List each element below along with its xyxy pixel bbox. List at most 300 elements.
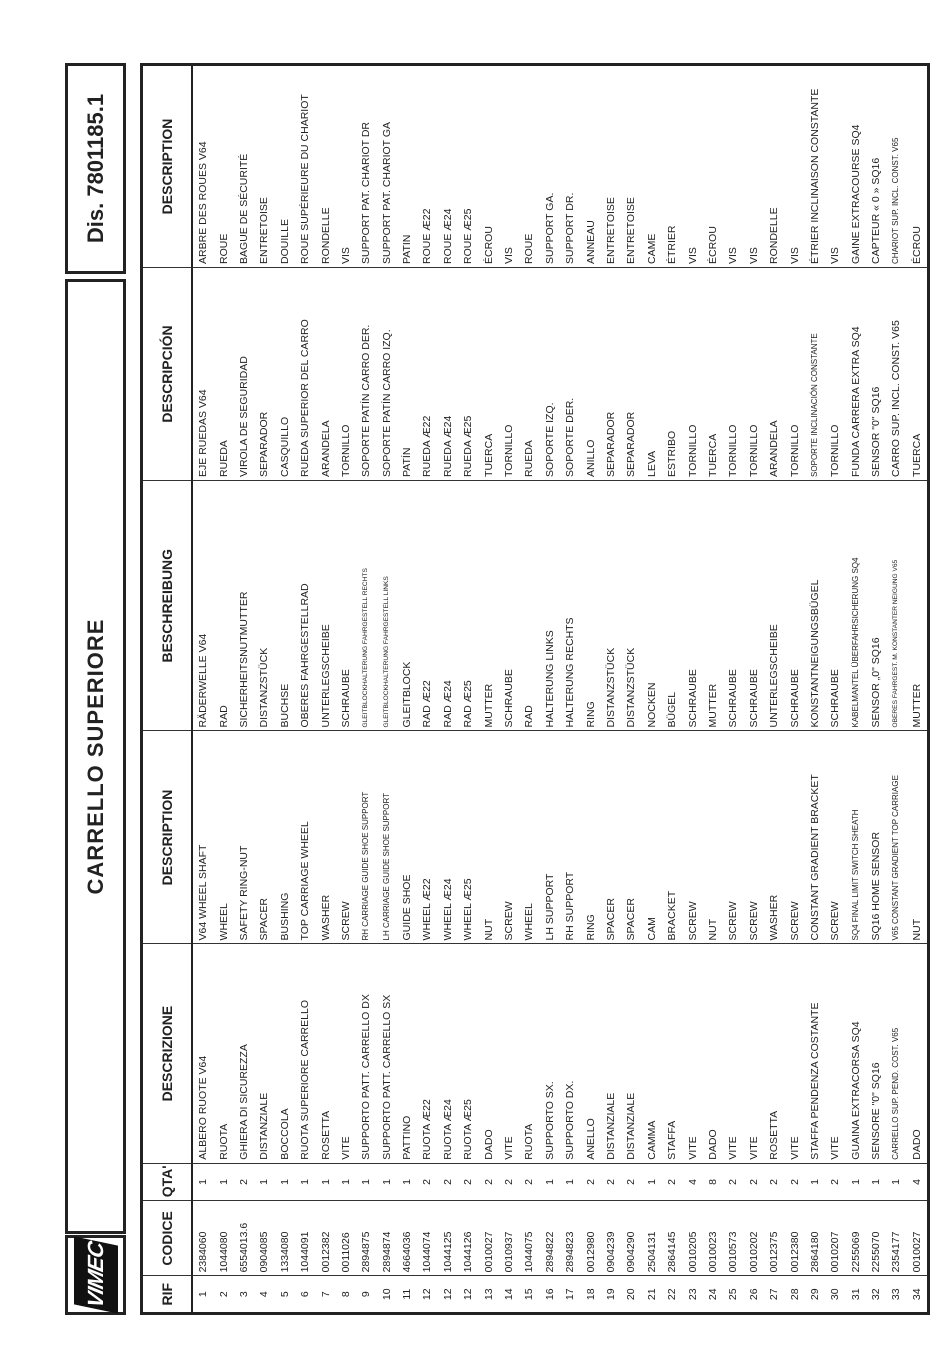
cell-descripcion: ARANDELA [764,267,784,480]
cell-descripcion: SOPORTE PATÍN CARRO IZQ. [377,267,397,480]
cell-description-en: SCREW [682,731,702,944]
cell-description-en: RH SUPPORT [560,731,580,944]
cell-descripcion: PATÍN [397,267,417,480]
cell-rif: 16 [540,1276,560,1314]
cell-qta: 1 [377,1163,397,1201]
cell-qta: 2 [764,1163,784,1201]
cell-descripcion: CASQUILLO [275,267,295,480]
cell-description-en: SCREW [336,731,356,944]
table-row [825,65,845,1314]
table-row [540,65,560,1314]
cell-codice: 2894875 [356,1201,376,1276]
cell-rif: 32 [866,1276,886,1314]
cell-descrizione: CARRELLO SUP. PEND. COST. V65 [886,944,906,1163]
col-header-description-fr: DESCRIPTION [142,65,193,268]
cell-description-en: SPACER [621,731,641,944]
cell-description-en: WHEEL Æ22 [417,731,437,944]
cell-descrizione: VITE [825,944,845,1163]
cell-descrizione: SUPPORTO SX. [540,944,560,1163]
cell-descrizione: DISTANZIALE [601,944,621,1163]
page-title: CARRELLO SUPERIORE [65,279,126,1234]
cell-description-en: CONSTANT GRADIENT BRACKET [805,731,825,944]
cell-codice: 0904290 [621,1201,641,1276]
table-header-row [142,65,193,1314]
cell-descrizione: VITE [784,944,804,1163]
cell-qta: 1 [642,1163,662,1201]
cell-descripcion: RUEDA [213,267,233,480]
cell-description-fr: VIS [825,65,845,268]
cell-descripcion: SENSOR "0" SQ16 [866,267,886,480]
cell-codice: 2255069 [846,1201,866,1276]
cell-description-en: NUT [907,731,929,944]
cell-descripcion: TORNILLO [682,267,702,480]
cell-rif: 14 [499,1276,519,1314]
cell-beschreibung: SCHRAUBE [744,480,764,731]
cell-rif: 33 [886,1276,906,1314]
cell-codice: 0010027 [907,1201,929,1276]
cell-beschreibung: SCHRAUBE [499,480,519,731]
table-row [234,65,254,1314]
cell-codice: 6554013.6 [234,1201,254,1276]
cell-descripcion: SOPORTE DER. [560,267,580,480]
cell-rif: 21 [642,1276,662,1314]
cell-descrizione: STAFFA [662,944,682,1163]
cell-rif: 28 [784,1276,804,1314]
cell-beschreibung: BÜGEL [662,480,682,731]
cell-description-fr: VIS [499,65,519,268]
cell-descripcion: RUEDA [519,267,539,480]
cell-descrizione: STAFFA PENDENZA COSTANTE [805,944,825,1163]
cell-beschreibung: BUCHSE [275,480,295,731]
cell-description-en: SCREW [499,731,519,944]
cell-rif: 29 [805,1276,825,1314]
cell-description-fr: DOUILLE [275,65,295,268]
table-row [580,65,600,1314]
cell-rif: 3 [234,1276,254,1314]
cell-qta: 1 [397,1163,417,1201]
cell-descripcion: SEPARADOR [254,267,274,480]
cell-description-fr: SUPPORT GA. [540,65,560,268]
cell-descrizione: SUPPORTO DX. [560,944,580,1163]
cell-descrizione: VITE [336,944,356,1163]
cell-rif: 10 [377,1276,397,1314]
cell-descrizione: RUOTA Æ24 [438,944,458,1163]
table-row [417,65,437,1314]
cell-descrizione: VITE [723,944,743,1163]
cell-qta: 1 [336,1163,356,1201]
cell-codice: 0010937 [499,1201,519,1276]
table-row [764,65,784,1314]
cell-beschreibung: NOCKEN [642,480,662,731]
cell-description-en: SQ16 HOME SENSOR [866,731,886,944]
cell-description-en: NUT [478,731,498,944]
cell-descrizione: RUOTA SUPERIORE CARRELLO [295,944,315,1163]
cell-descripcion: SOPORTE IZQ. [540,267,560,480]
cell-beschreibung: RAD Æ25 [458,480,478,731]
cell-description-fr: ROUE SUPÉRIEURE DU CHARIOT [295,65,315,268]
cell-qta: 2 [723,1163,743,1201]
cell-descripcion: TORNILLO [336,267,356,480]
cell-descrizione: DISTANZIALE [254,944,274,1163]
table-row [519,65,539,1314]
cell-codice: 1044075 [519,1201,539,1276]
cell-rif: 5 [275,1276,295,1314]
cell-description-fr: ÉCROU [478,65,498,268]
cell-qta: 1 [254,1163,274,1201]
cell-qta: 8 [703,1163,723,1201]
table-row [784,65,804,1314]
cell-beschreibung: RAD Æ22 [417,480,437,731]
cell-description-en: NUT [703,731,723,944]
cell-beschreibung: RAD Æ24 [438,480,458,731]
cell-description-en: LH CARRIAGE GUIDE SHOE SUPPORT [377,731,397,944]
cell-rif: 30 [825,1276,845,1314]
col-header-descripcion: DESCRIPCIÓN [142,267,193,480]
cell-rif: 8 [336,1276,356,1314]
cell-descripcion: RUEDA Æ25 [458,267,478,480]
cell-codice: 0904085 [254,1201,274,1276]
cell-description-en: BRACKET [662,731,682,944]
cell-codice: 2864145 [662,1201,682,1276]
cell-descrizione: BOCCOLA [275,944,295,1163]
cell-rif: 2 [213,1276,233,1314]
table-row [213,65,233,1314]
col-header-qta: QTA' [142,1163,193,1201]
cell-descrizione: RUOTA Æ25 [458,944,478,1163]
cell-descrizione: DADO [703,944,723,1163]
cell-descripcion: TUERCA [703,267,723,480]
table-row [703,65,723,1314]
cell-codice: 0011026 [336,1201,356,1276]
cell-codice: 0012382 [315,1201,335,1276]
cell-rif: 12 [458,1276,478,1314]
cell-beschreibung: DISTANZSTÜCK [254,480,274,731]
cell-descrizione: DADO [478,944,498,1163]
cell-beschreibung: MUTTER [703,480,723,731]
cell-qta: 1 [846,1163,866,1201]
cell-rif: 11 [397,1276,417,1314]
cell-codice: 0010207 [825,1201,845,1276]
cell-codice: 0010573 [723,1201,743,1276]
cell-qta: 2 [458,1163,478,1201]
cell-beschreibung: SCHRAUBE [784,480,804,731]
cell-descripcion: TORNILLO [723,267,743,480]
table-row [846,65,866,1314]
cell-rif: 19 [601,1276,621,1314]
cell-qta: 4 [682,1163,702,1201]
cell-description-en: SCREW [744,731,764,944]
cell-description-fr: ROUE Æ24 [438,65,458,268]
cell-description-en: SCREW [784,731,804,944]
cell-beschreibung: OBERES FAHRGESTELLRAD [295,480,315,731]
cell-description-fr: CAPTEUR « 0 » SQ16 [866,65,886,268]
cell-rif: 13 [478,1276,498,1314]
cell-description-fr: ARBRE DES ROUES V64 [192,65,213,268]
cell-description-en: TOP CARRIAGE WHEEL [295,731,315,944]
table-row [560,65,580,1314]
cell-description-fr: BAGUE DE SÉCURITÉ [234,65,254,268]
cell-description-en: SQ4 FINAL LIMIT SWITCH SHEATH [846,731,866,944]
cell-descripcion: TUERCA [907,267,929,480]
table-row [805,65,825,1314]
cell-description-en: WHEEL Æ24 [438,731,458,944]
drawing-number: Dis. 7801185.1 [65,63,126,274]
cell-rif: 12 [417,1276,437,1314]
cell-rif: 15 [519,1276,539,1314]
cell-descrizione: PATTINO [397,944,417,1163]
cell-qta: 2 [478,1163,498,1201]
cell-beschreibung: SICHERHEITSNUTMUTTER [234,480,254,731]
cell-qta: 1 [540,1163,560,1201]
cell-descrizione: VITE [499,944,519,1163]
cell-description-en: WASHER [315,731,335,944]
cell-description-en: WHEEL [213,731,233,944]
table-row [866,65,886,1314]
cell-description-fr: ENTRETOISE [254,65,274,268]
cell-beschreibung: SCHRAUBE [723,480,743,731]
cell-description-fr: ROUE Æ22 [417,65,437,268]
cell-qta: 1 [356,1163,376,1201]
cell-descripcion: LEVA [642,267,662,480]
cell-descripcion: RUEDA Æ22 [417,267,437,480]
cell-descrizione: CAMMA [642,944,662,1163]
cell-codice: 0012980 [580,1201,600,1276]
cell-codice: 1334080 [275,1201,295,1276]
cell-descrizione: DISTANZIALE [621,944,641,1163]
cell-beschreibung: RÄDERWELLE V64 [192,480,213,731]
cell-rif: 24 [703,1276,723,1314]
cell-codice: 0010205 [682,1201,702,1276]
cell-descripcion: SEPARADOR [621,267,641,480]
cell-beschreibung: DISTANZSTÜCK [601,480,621,731]
cell-beschreibung: RAD [213,480,233,731]
cell-codice: 2255070 [866,1201,886,1276]
col-header-rif: RIF [142,1276,193,1314]
cell-beschreibung: UNTERLEGSCHEIBE [315,480,335,731]
cell-rif: 7 [315,1276,335,1314]
cell-beschreibung: MUTTER [478,480,498,731]
table-row [254,65,274,1314]
cell-qta: 2 [744,1163,764,1201]
cell-description-fr: VIS [744,65,764,268]
cell-description-fr: CAME [642,65,662,268]
cell-descrizione: ANELLO [580,944,600,1163]
cell-beschreibung: UNTERLEGSCHEIBE [764,480,784,731]
cell-description-en: CAM [642,731,662,944]
cell-codice: 0012375 [764,1201,784,1276]
cell-descripcion: ANILLO [580,267,600,480]
cell-description-fr: ÉCROU [703,65,723,268]
cell-description-fr: SUPPORT PAT. CHARIOT GA [377,65,397,268]
cell-qta: 2 [601,1163,621,1201]
cell-rif: 9 [356,1276,376,1314]
cell-qta: 2 [621,1163,641,1201]
cell-description-en: SAFETY RING-NUT [234,731,254,944]
cell-qta: 1 [315,1163,335,1201]
cell-description-fr: ROUE Æ25 [458,65,478,268]
cell-rif: 23 [682,1276,702,1314]
cell-codice: 2894822 [540,1201,560,1276]
cell-qta: 1 [213,1163,233,1201]
cell-description-en: GUIDE SHOE [397,731,417,944]
cell-description-fr: VIS [723,65,743,268]
cell-beschreibung: HALTERUNG LINKS [540,480,560,731]
cell-description-en: SPACER [601,731,621,944]
cell-description-en: WHEEL [519,731,539,944]
cell-description-en: WASHER [764,731,784,944]
cell-descrizione: ROSETTA [315,944,335,1163]
logo-mark: VIMEC [74,1236,118,1313]
cell-descripcion: SOPORTE PATÍN CARRO DER. [356,267,376,480]
cell-codice: 1044074 [417,1201,437,1276]
col-header-description-en: DESCRIPTION [142,731,193,944]
table-row [315,65,335,1314]
cell-beschreibung: KONSTANTNEIGUNGSBÜGEL [805,480,825,731]
table-row [192,65,213,1314]
cell-description-fr: CHARIOT SUP. INCL. CONST. V65 [886,65,906,268]
cell-qta: 1 [886,1163,906,1201]
cell-codice: 0012380 [784,1201,804,1276]
cell-codice: 2504131 [642,1201,662,1276]
table-row [744,65,764,1314]
cell-descripcion: TORNILLO [499,267,519,480]
cell-descripcion: TORNILLO [784,267,804,480]
cell-description-fr: RONDELLE [315,65,335,268]
cell-description-fr: ENTRETOISE [601,65,621,268]
cell-codice: 2894874 [377,1201,397,1276]
cell-descripcion: ARANDELA [315,267,335,480]
table-row [499,65,519,1314]
cell-description-en: RING [580,731,600,944]
cell-codice: 2894823 [560,1201,580,1276]
cell-rif: 6 [295,1276,315,1314]
cell-description-fr: SUPPORT DR. [560,65,580,268]
parts-table [140,63,930,1315]
table-row [886,65,906,1314]
cell-rif: 4 [254,1276,274,1314]
cell-rif: 27 [764,1276,784,1314]
cell-descrizione: SENSORE "0" SQ16 [866,944,886,1163]
cell-descripcion: EJE RUEDAS V64 [192,267,213,480]
cell-beschreibung: OBERES FAHRGEST. M. KONSTANTER NEIGUNG V65 [886,480,906,731]
cell-descripcion: VIROLA DE SEGURIDAD [234,267,254,480]
cell-qta: 2 [438,1163,458,1201]
cell-qta: 2 [519,1163,539,1201]
cell-qta: 2 [234,1163,254,1201]
cell-beschreibung: GLEITBLOCKHALTERUNG FAHRGESTELL RECHTS [356,480,376,731]
cell-descripcion: TUERCA [478,267,498,480]
table-row [907,65,929,1314]
cell-beschreibung: RAD [519,480,539,731]
cell-descrizione: ROSETTA [764,944,784,1163]
cell-beschreibung: MUTTER [907,480,929,731]
cell-descripcion: TORNILLO [825,267,845,480]
table-row [642,65,662,1314]
cell-beschreibung: GLEITBLOCKHALTERUNG FAHRGESTELL LINKS [377,480,397,731]
cell-description-fr: VIS [336,65,356,268]
cell-qta: 4 [907,1163,929,1201]
cell-descrizione: ALBERO RUOTE V64 [192,944,213,1163]
cell-descripcion: FUNDA CARRERA EXTRA SQ4 [846,267,866,480]
cell-qta: 1 [805,1163,825,1201]
table-row [336,65,356,1314]
cell-codice: 1044125 [438,1201,458,1276]
cell-qta: 1 [866,1163,886,1201]
table-row [601,65,621,1314]
cell-description-fr: ÉCROU [907,65,929,268]
cell-rif: 22 [662,1276,682,1314]
cell-codice: 0010023 [703,1201,723,1276]
cell-descripcion: CARRO SUP. INCL. CONST. V65 [886,267,906,480]
table-row [682,65,702,1314]
table-row [723,65,743,1314]
cell-beschreibung: GLEITBLOCK [397,480,417,731]
cell-description-en: SPACER [254,731,274,944]
cell-qta: 1 [275,1163,295,1201]
cell-codice: 1044126 [458,1201,478,1276]
cell-qta: 1 [192,1163,213,1201]
cell-descrizione: SUPPORTO PATT. CARRELLO SX [377,944,397,1163]
cell-qta: 1 [560,1163,580,1201]
cell-descrizione: DADO [907,944,929,1163]
table-row [295,65,315,1314]
cell-codice: 0904239 [601,1201,621,1276]
cell-description-en: SCREW [723,731,743,944]
cell-rif: 26 [744,1276,764,1314]
col-header-descrizione: DESCRIZIONE [142,944,193,1163]
cell-rif: 17 [560,1276,580,1314]
cell-qta: 2 [662,1163,682,1201]
cell-rif: 31 [846,1276,866,1314]
table-body [192,65,929,1314]
table-row [275,65,295,1314]
cell-descrizione: RUOTA [213,944,233,1163]
cell-descrizione: GHIERA DI SICUREZZA [234,944,254,1163]
cell-description-en: V65 CONSTANT GRADIENT TOP CARRIAGE [886,731,906,944]
cell-descrizione: GUAINA EXTRACORSA SQ4 [846,944,866,1163]
cell-description-en: WHEEL Æ25 [458,731,478,944]
cell-descrizione: SUPPORTO PATT. CARRELLO DX [356,944,376,1163]
cell-descrizione: RUOTA [519,944,539,1163]
cell-description-en: RH CARRIAGE GUIDE SHOE SUPPORT [356,731,376,944]
cell-rif: 12 [438,1276,458,1314]
cell-descrizione: RUOTA Æ22 [417,944,437,1163]
cell-qta: 2 [417,1163,437,1201]
cell-description-en: LH SUPPORT [540,731,560,944]
cell-codice: 0010027 [478,1201,498,1276]
cell-codice: 1044091 [295,1201,315,1276]
cell-descripcion: TORNILLO [744,267,764,480]
table-row [458,65,478,1314]
cell-description-fr: GAINE EXTRACOURSE SQ4 [846,65,866,268]
cell-description-fr: ENTRETOISE [621,65,641,268]
cell-beschreibung: DISTANZSTÜCK [621,480,641,731]
table-row [438,65,458,1314]
cell-beschreibung: SCHRAUBE [682,480,702,731]
cell-description-fr: PATIN [397,65,417,268]
cell-rif: 34 [907,1276,929,1314]
cell-codice: 2384060 [192,1201,213,1276]
cell-description-fr: VIS [784,65,804,268]
cell-codice: 4664036 [397,1201,417,1276]
cell-descrizione: VITE [682,944,702,1163]
vimec-logo [65,1235,126,1315]
cell-description-en: V64 WHEEL SHAFT [192,731,213,944]
cell-description-fr: SUPPORT PAT. CHARIOT DR [356,65,376,268]
table-row [662,65,682,1314]
cell-beschreibung: KABELMANTEL ÜBERFAHRSICHERUNG SQ4 [846,480,866,731]
cell-description-fr: ROUE [213,65,233,268]
